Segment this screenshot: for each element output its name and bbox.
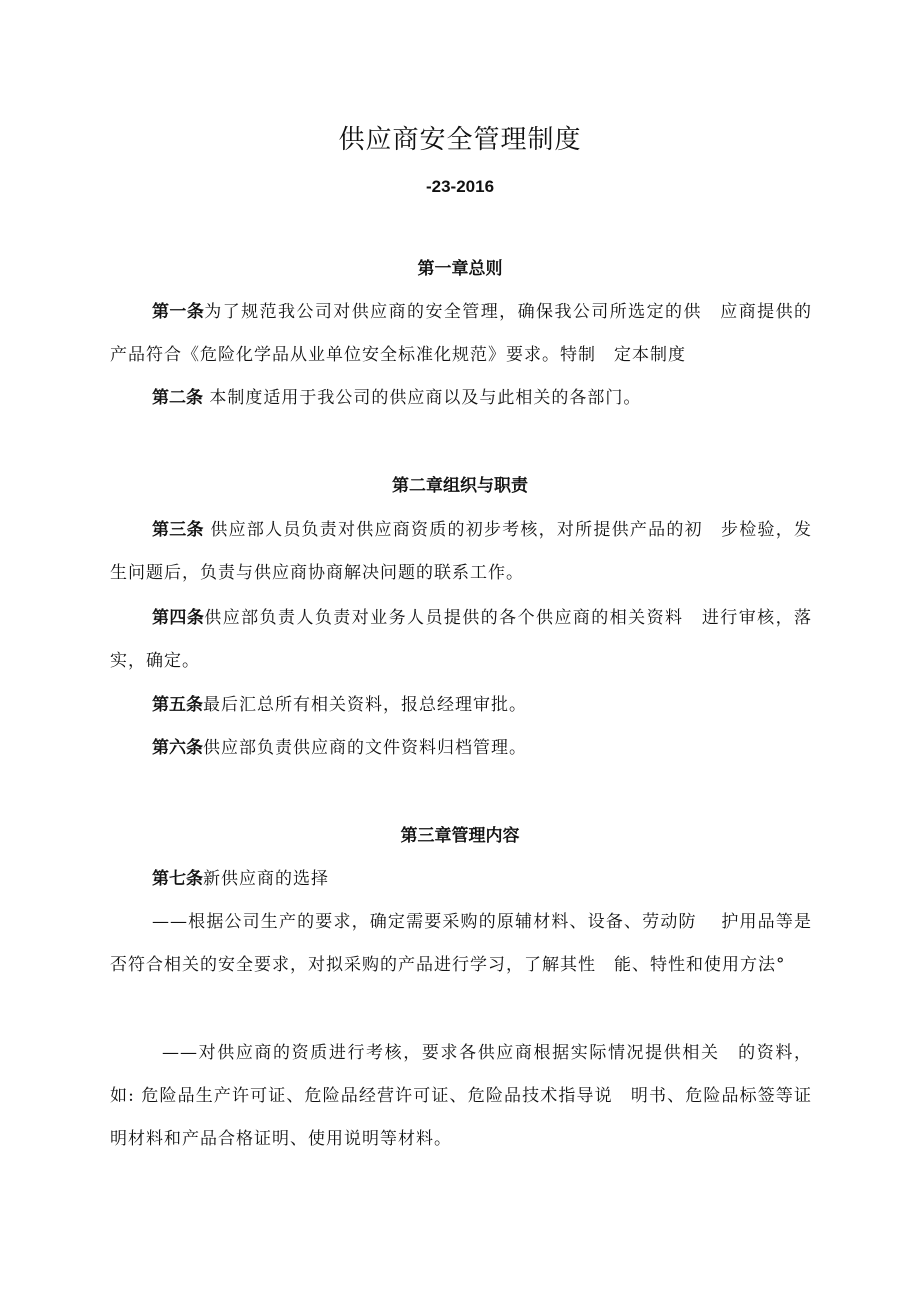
document-date: -23-2016 (425, 177, 495, 196)
article-1 (110, 291, 812, 377)
article-label: 第四条 (152, 608, 205, 628)
article-4 (110, 597, 812, 683)
paragraph-product-requirements: ——根据公司生产的要求，确定需要采购的原辅材料、设备、劳动防 护用品等是否符合相关的安全要求，对拟采购的产品进行学习，了解其性 能、特性和使用方法° (110, 912, 812, 975)
article-text: 供应部负责人负责对业务人员提供的各个供应商的相关资料 进行审核，落实，确定。 (110, 608, 813, 671)
paragraph-supplier-qualification: ——对供应商的资质进行考核，要求各供应商根据实际情况提供相关 的资料，如: 危险品生产许可证、危险品经营许可证、危险品技术指导说 明书、危险品标签等证明材料和产品合格证明、使用说明等材料。 (110, 1043, 812, 1149)
article-label: 第三条 (152, 520, 204, 540)
article-3 (110, 509, 812, 595)
article-label: 第一条 (152, 302, 205, 322)
article-label: 第五条 (152, 695, 203, 715)
article-5 (110, 684, 812, 727)
article-7 (110, 858, 812, 901)
chapter-heading-1: 第一章总则 (417, 259, 503, 279)
article-label: 第二条 (152, 388, 203, 408)
article-text: 新供应商的选择 (203, 869, 329, 889)
article-2 (110, 377, 812, 420)
chapter-heading-2: 第二章组织与职责 (392, 476, 528, 496)
chapter-heading-3: 第三章管理内容 (400, 826, 520, 846)
article-text: 为了规范我公司对供应商的安全管理，确保我公司所选定的供 应商提供的产品符合《危险化学品从业单位安全标准化规范》要求。特制 定本制度 (110, 302, 813, 365)
document-title: 供应商安全管理制度 (338, 125, 582, 155)
article-text: 最后汇总所有相关资料，报总经理审批。 (203, 695, 527, 715)
article-label: 第六条 (152, 738, 203, 758)
article-text: 供应部负责供应商的文件资料归档管理。 (203, 738, 527, 758)
article-6 (110, 727, 812, 770)
article-label: 第七条 (152, 869, 203, 889)
article-text: 本制度适用于我公司的供应商以及与此相关的各部门。 (203, 388, 642, 408)
article-text: 供应部人员负责对供应商资质的初步考核，对所提供产品的初 步检验，发生问题后，负责与供应商协商解决问题的联系工作。 (110, 520, 812, 583)
